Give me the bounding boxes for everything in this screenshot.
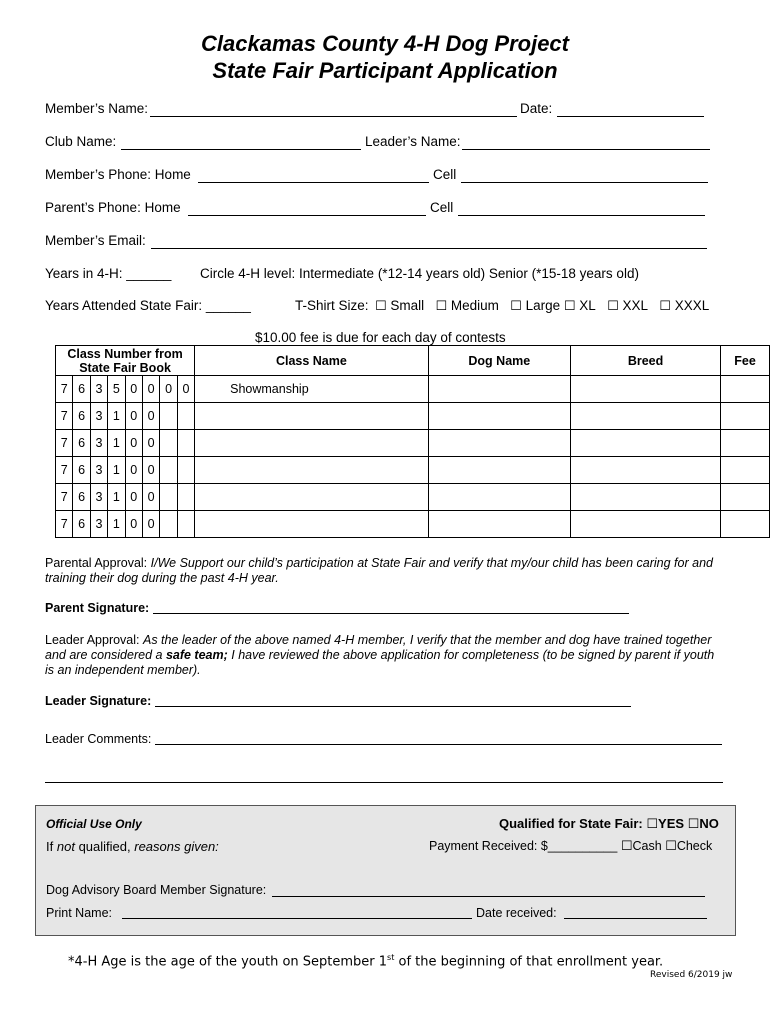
parental-approval-label: Parental Approval: [45, 556, 148, 570]
class-number-digit[interactable]: 7 [56, 376, 73, 403]
class-number-digit[interactable]: 1 [108, 457, 125, 484]
fee-cell[interactable] [721, 511, 770, 538]
breed-cell[interactable] [570, 484, 720, 511]
dog-name-cell[interactable] [428, 376, 570, 403]
parental-approval-text: I/We Support our child’s participation at State Fair and verify that my/our child has been caring for and [150, 556, 713, 570]
leader-signature-label: Leader Signature: [45, 694, 152, 708]
checkbox-icon: ☐ [665, 839, 677, 854]
table-row [56, 403, 770, 430]
class-number-digit[interactable] [177, 484, 194, 511]
class-number-digit[interactable]: 0 [125, 511, 142, 538]
date-received-field[interactable] [564, 918, 707, 919]
club-name-label: Club Name: [45, 134, 117, 149]
class-number-digit[interactable]: 3 [90, 457, 107, 484]
class-number-digit[interactable]: 0 [125, 430, 142, 457]
parent-phone-cell-label: Cell [430, 200, 454, 215]
fee-cell[interactable] [721, 484, 770, 511]
class-number-digit[interactable]: 6 [73, 457, 90, 484]
payment-received [429, 839, 712, 854]
class-number-digit[interactable]: 3 [90, 484, 107, 511]
class-number-digit[interactable] [177, 511, 194, 538]
parent-signature-field[interactable] [153, 613, 629, 614]
breed-header: Breed [570, 346, 720, 376]
class-number-digit[interactable] [160, 430, 177, 457]
dog-name-header: Dog Name [428, 346, 570, 376]
fee-cell[interactable] [721, 403, 770, 430]
class-number-digit[interactable]: 0 [142, 430, 159, 457]
leader-name-field[interactable] [462, 149, 710, 150]
class-number-digit[interactable]: 1 [108, 403, 125, 430]
class-number-digit[interactable]: 6 [73, 430, 90, 457]
class-number-digit[interactable]: 1 [108, 484, 125, 511]
member-phone-cell-label: Cell [433, 167, 457, 182]
board-signature-label: Dog Advisory Board Member Signature: [46, 883, 267, 897]
checkbox-icon: ☐ [687, 817, 700, 832]
payment-field[interactable]: Payment Received: $__________ [429, 839, 618, 853]
parental-approval [45, 556, 735, 586]
tshirt-xxxl-option[interactable]: ☐ XXXL [659, 298, 710, 314]
checkbox-icon: ☐ [510, 299, 522, 314]
official-use-box [35, 805, 736, 936]
class-number-digit[interactable]: 6 [73, 511, 90, 538]
payment-cash-option[interactable]: ☐Cash [620, 839, 662, 854]
class-number-header: Class Number from State Fair Book [56, 346, 195, 376]
form-title-line2: State Fair Participant Application [212, 58, 558, 83]
fee-cell[interactable] [721, 457, 770, 484]
tshirt-medium-option[interactable]: ☐ Medium [435, 298, 499, 314]
tshirt-large-option[interactable]: ☐ Large [510, 298, 561, 314]
class-number-digit[interactable]: 0 [142, 403, 159, 430]
class-number-digit[interactable] [177, 430, 194, 457]
class-name-cell[interactable] [195, 484, 429, 511]
fee-cell[interactable] [721, 376, 770, 403]
table-header-row [56, 346, 770, 376]
member-email-label: Member’s Email: [45, 233, 146, 248]
table-row [56, 376, 770, 403]
date-label: Date: [520, 101, 553, 116]
leader-approval [45, 633, 735, 678]
class-name-cell[interactable] [195, 430, 429, 457]
table-row [56, 484, 770, 511]
class-number-digit[interactable]: 3 [90, 511, 107, 538]
years-in-4h[interactable]: Years in 4-H: ______ [45, 266, 172, 281]
class-number-digit[interactable]: 0 [177, 376, 194, 403]
safe-team-text: safe team; [165, 648, 228, 662]
tshirt-small-option[interactable]: ☐ Small [375, 298, 425, 314]
leader-approval-text1: As the leader of the above named 4-H member, I verify that the member and dog have trained together [143, 633, 712, 647]
board-signature-field[interactable] [272, 896, 705, 897]
leader-comments-field-2[interactable] [45, 782, 723, 783]
class-name-cell[interactable] [195, 511, 429, 538]
leader-comments-field[interactable] [155, 744, 722, 745]
class-number-digit[interactable]: 0 [125, 376, 142, 403]
revised-note: Revised 6/2019 jw [650, 970, 733, 980]
class-number-digit[interactable]: 0 [160, 376, 177, 403]
class-number-digit[interactable]: 3 [90, 403, 107, 430]
class-number-digit[interactable]: 0 [142, 376, 159, 403]
checkbox-icon: ☐ [659, 299, 671, 314]
class-number-digit[interactable] [160, 403, 177, 430]
class-table [55, 345, 770, 538]
class-name-cell[interactable] [195, 403, 429, 430]
fee-note: $10.00 fee is due for each day of contests [255, 330, 506, 345]
dog-name-cell[interactable] [428, 403, 570, 430]
tshirt-xl-option[interactable]: ☐ XL [563, 298, 596, 314]
class-number-digit[interactable]: 6 [73, 403, 90, 430]
class-number-digit[interactable]: 0 [142, 484, 159, 511]
leader-name-label: Leader’s Name: [365, 134, 461, 149]
table-row [56, 511, 770, 538]
checkbox-icon: ☐ [607, 299, 619, 314]
dog-name-cell[interactable] [428, 511, 570, 538]
class-name-header: Class Name [195, 346, 429, 376]
class-number-digit[interactable]: 3 [90, 376, 107, 403]
class-number-digit[interactable]: 7 [56, 403, 73, 430]
date-field[interactable] [557, 116, 704, 117]
breed-cell[interactable] [570, 457, 720, 484]
class-number-digit[interactable] [177, 457, 194, 484]
leader-signature-field[interactable] [155, 706, 631, 707]
qualified-state-fair [499, 816, 719, 832]
breed-cell[interactable] [570, 403, 720, 430]
dog-name-cell[interactable] [428, 430, 570, 457]
table-row [56, 430, 770, 457]
fee-cell[interactable] [721, 430, 770, 457]
member-phone-home-field[interactable] [198, 182, 429, 183]
official-use-heading: Official Use Only [46, 817, 142, 831]
leader-approval-text2c: I have reviewed the above application for completeness (to be signed by parent if youth [231, 648, 715, 662]
parent-phone-cell-field[interactable] [458, 215, 705, 216]
qualified-label: Qualified for State Fair: [499, 816, 643, 831]
form-title-line1: Clackamas County 4-H Dog Project [201, 31, 569, 56]
class-name-cell[interactable]: Showmanship [195, 376, 429, 403]
class-name-cell[interactable] [195, 457, 429, 484]
checkbox-icon: ☐ [435, 299, 448, 314]
parent-signature-label: Parent Signature: [45, 601, 150, 615]
class-number-digit[interactable]: 6 [73, 484, 90, 511]
breed-cell[interactable] [570, 376, 720, 403]
class-number-digit[interactable] [160, 511, 177, 538]
member-phone-cell-field[interactable] [461, 182, 708, 183]
member-name-label: Member’s Name: [45, 101, 149, 116]
print-name-field[interactable] [122, 918, 472, 919]
class-number-digit[interactable]: 0 [142, 457, 159, 484]
class-number-digit[interactable] [160, 457, 177, 484]
tshirt-xxl-option[interactable]: ☐ XXL [607, 298, 649, 314]
parent-phone-home-field[interactable] [188, 215, 426, 216]
class-number-digit[interactable] [160, 484, 177, 511]
class-number-digit[interactable]: 1 [108, 511, 125, 538]
breed-cell[interactable] [570, 430, 720, 457]
checkbox-icon: ☐ [620, 839, 633, 854]
tshirt-sizes [375, 298, 709, 314]
fee-header: Fee [721, 346, 770, 376]
years-state-fair[interactable]: Years Attended State Fair: ______ [45, 298, 251, 313]
circle-level: Circle 4-H level: Intermediate (*12-14 years old) Senior (*15-18 years old) [200, 266, 639, 281]
class-number-digit[interactable]: 0 [125, 403, 142, 430]
class-number-digit[interactable]: 7 [56, 430, 73, 457]
club-name-field[interactable] [121, 149, 361, 150]
class-number-digit[interactable]: 6 [73, 376, 90, 403]
dog-name-cell[interactable] [428, 457, 570, 484]
tshirt-size-label: T-Shirt Size: [295, 298, 369, 313]
class-number-digit[interactable]: 0 [125, 457, 142, 484]
print-name-label: Print Name: [46, 906, 112, 920]
member-name-field[interactable] [150, 116, 517, 117]
parental-approval-text2: training their dog during the past 4-H year. [45, 571, 279, 585]
leader-comments-label: Leader Comments: [45, 732, 152, 746]
class-number-digit[interactable]: 7 [56, 511, 73, 538]
checkbox-icon: ☐ [646, 817, 659, 832]
class-number-digit[interactable] [177, 403, 194, 430]
member-phone-home-label: Member’s Phone: Home [45, 167, 191, 182]
class-number-digit[interactable]: 7 [56, 457, 73, 484]
date-received-label: Date received: [476, 906, 557, 920]
checkbox-icon: ☐ [563, 299, 576, 314]
class-number-digit[interactable]: 7 [56, 484, 73, 511]
class-number-digit[interactable]: 1 [108, 430, 125, 457]
age-footnote: *4-H Age is the age of the youth on September 1st of the beginning of that enrollment year. [68, 953, 664, 970]
qualified-no-option[interactable]: ☐NO [687, 816, 719, 832]
parent-phone-home-label: Parent’s Phone: Home [45, 200, 181, 215]
leader-approval-text2a: and are considered a [45, 648, 163, 662]
qualified-yes-option[interactable]: ☐YES [646, 816, 685, 832]
class-number-digit[interactable]: 0 [142, 511, 159, 538]
table-row [56, 457, 770, 484]
leader-approval-label: Leader Approval: [45, 633, 140, 647]
dog-name-cell[interactable] [428, 484, 570, 511]
reasons-given-label: If not qualified, reasons given: [46, 839, 219, 854]
class-number-digit[interactable]: 0 [125, 484, 142, 511]
member-email-field[interactable] [151, 248, 707, 249]
class-number-digit[interactable]: 5 [108, 376, 125, 403]
breed-cell[interactable] [570, 511, 720, 538]
class-number-digit[interactable]: 3 [90, 430, 107, 457]
payment-check-option[interactable]: ☐Check [665, 839, 713, 854]
leader-approval-text3: is an independent member). [45, 663, 201, 677]
checkbox-icon: ☐ [375, 299, 387, 314]
